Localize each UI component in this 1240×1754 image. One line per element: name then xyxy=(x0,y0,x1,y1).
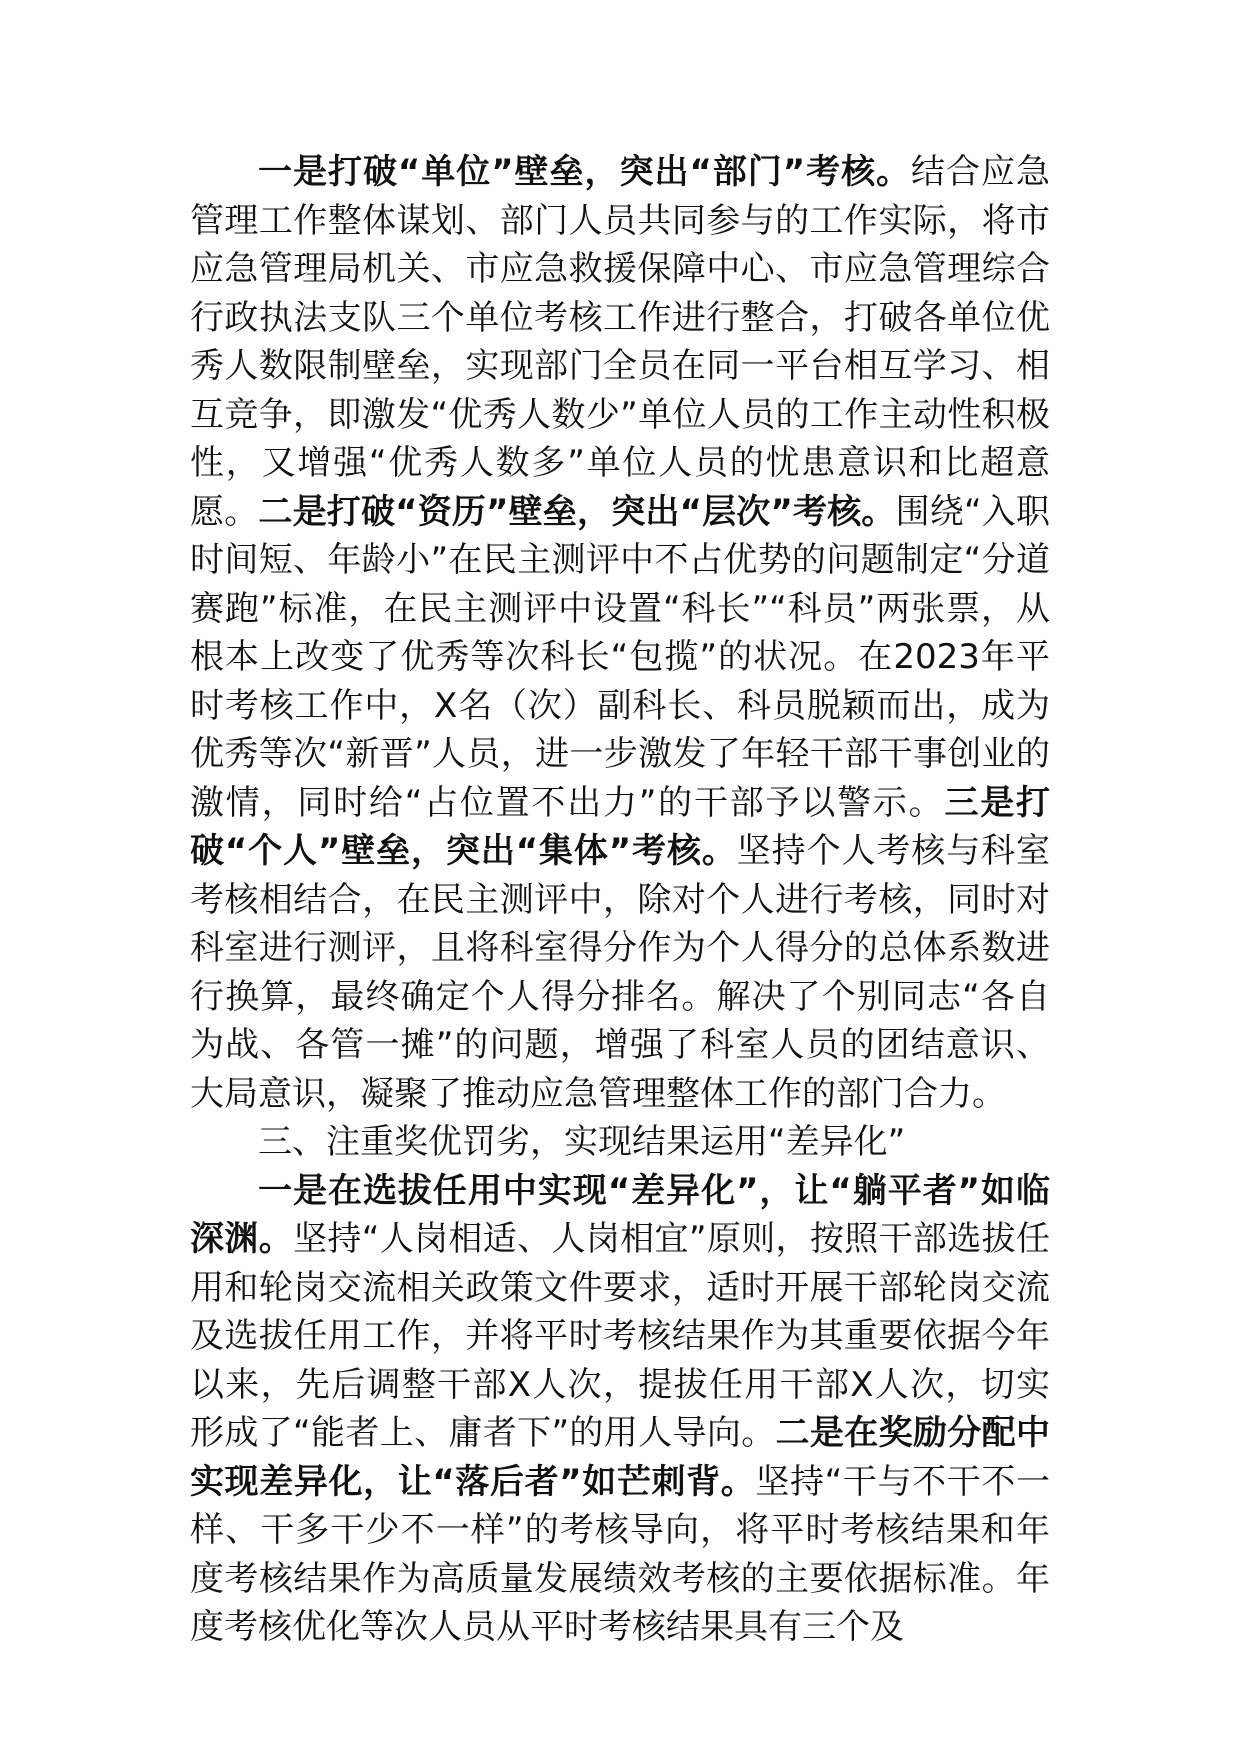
body-text-3: 坚持个人考核与科室考核相结合，在民主测评中，除对个人进行考核，同时对科室进行测评，且将科室得分作为个人得分的总体系数进行换算，最终确定个人得分排名。解决了个别同志“各自为战、各管一摊”的问题，增强了科室人员的团结意识、大局意识，凝聚了推动应急管理整体工作的部门合力。 xyxy=(190,831,1050,1114)
paragraph-2 xyxy=(190,1167,1050,1652)
document-page xyxy=(190,148,1050,1652)
lead-sentence-2: 二是打破“资历”壁垒，突出“层次”考核。 xyxy=(258,491,896,532)
lead-sentence-3: 三是打破“个人”壁垒，突出“集体”考核。 xyxy=(190,782,1051,871)
body-text-2: 围绕“入职时间短、年龄小”在民主测评中不占优势的问题制定“分道赛跑”标准，在民主测评中设置“科长”“科员”两张票，从根本上改变了优秀等次科长“包揽”的状况。在2023年平时考核工作中，X名（次）副科长、科员脱颖而出，成为优秀等次“新晋”人员，进一步激发了年轻干部干事创业的激情，同时给“占位置不出力”的干部予以警示。 xyxy=(190,491,1050,823)
section-heading: 三、注重奖优罚劣，实现结果运用“差异化” xyxy=(258,1122,906,1162)
lead-sentence-4: 一是在选拔任用中实现“差异化”，让“躺平者”如临深渊。 xyxy=(190,1170,1050,1259)
paragraph-1 xyxy=(190,148,1050,1118)
body-text-5: 坚持“干与不干不一样、干多干少不一样”的考核导向，将平时考核结果和年度考核结果作为高质量发展绩效考核的主要依据标准。年度考核优化等次人员从平时考核结果具有三个及 xyxy=(190,1461,1050,1647)
lead-sentence-5: 二是在奖励分配中实现差异化，让“落后者”如芒刺背。 xyxy=(190,1413,1051,1502)
lead-sentence-1: 一是打破“单位”壁垒，突出“部门”考核。 xyxy=(258,152,912,192)
body-text-1: 结合应急管理工作整体谋划、部门人员共同参与的工作实际，将市应急管理局机关、市应急救援保障中心、市应急管理综合行政执法支队三个单位考核工作进行整合，打破各单位优秀人数限制壁垒，实现部门全员在同一平台相互学习、相互竞争，即激发“优秀人数少”单位人员的工作主动性积极性，又增强“优秀人数多”单位人员的忧患意识和比超意愿。 xyxy=(190,152,1050,532)
body-text-4: 坚持“人岗相适、人岗相宜”原则，按照干部选拔任用和轮岗交流相关政策文件要求，适时开展干部轮岗交流及选拔任用工作，并将平时考核结果作为其重要依据今年以来，先后调整干部X人次，提拔任用干部X人次，切实形成了“能者上、庸者下”的用人导向。 xyxy=(190,1219,1051,1453)
